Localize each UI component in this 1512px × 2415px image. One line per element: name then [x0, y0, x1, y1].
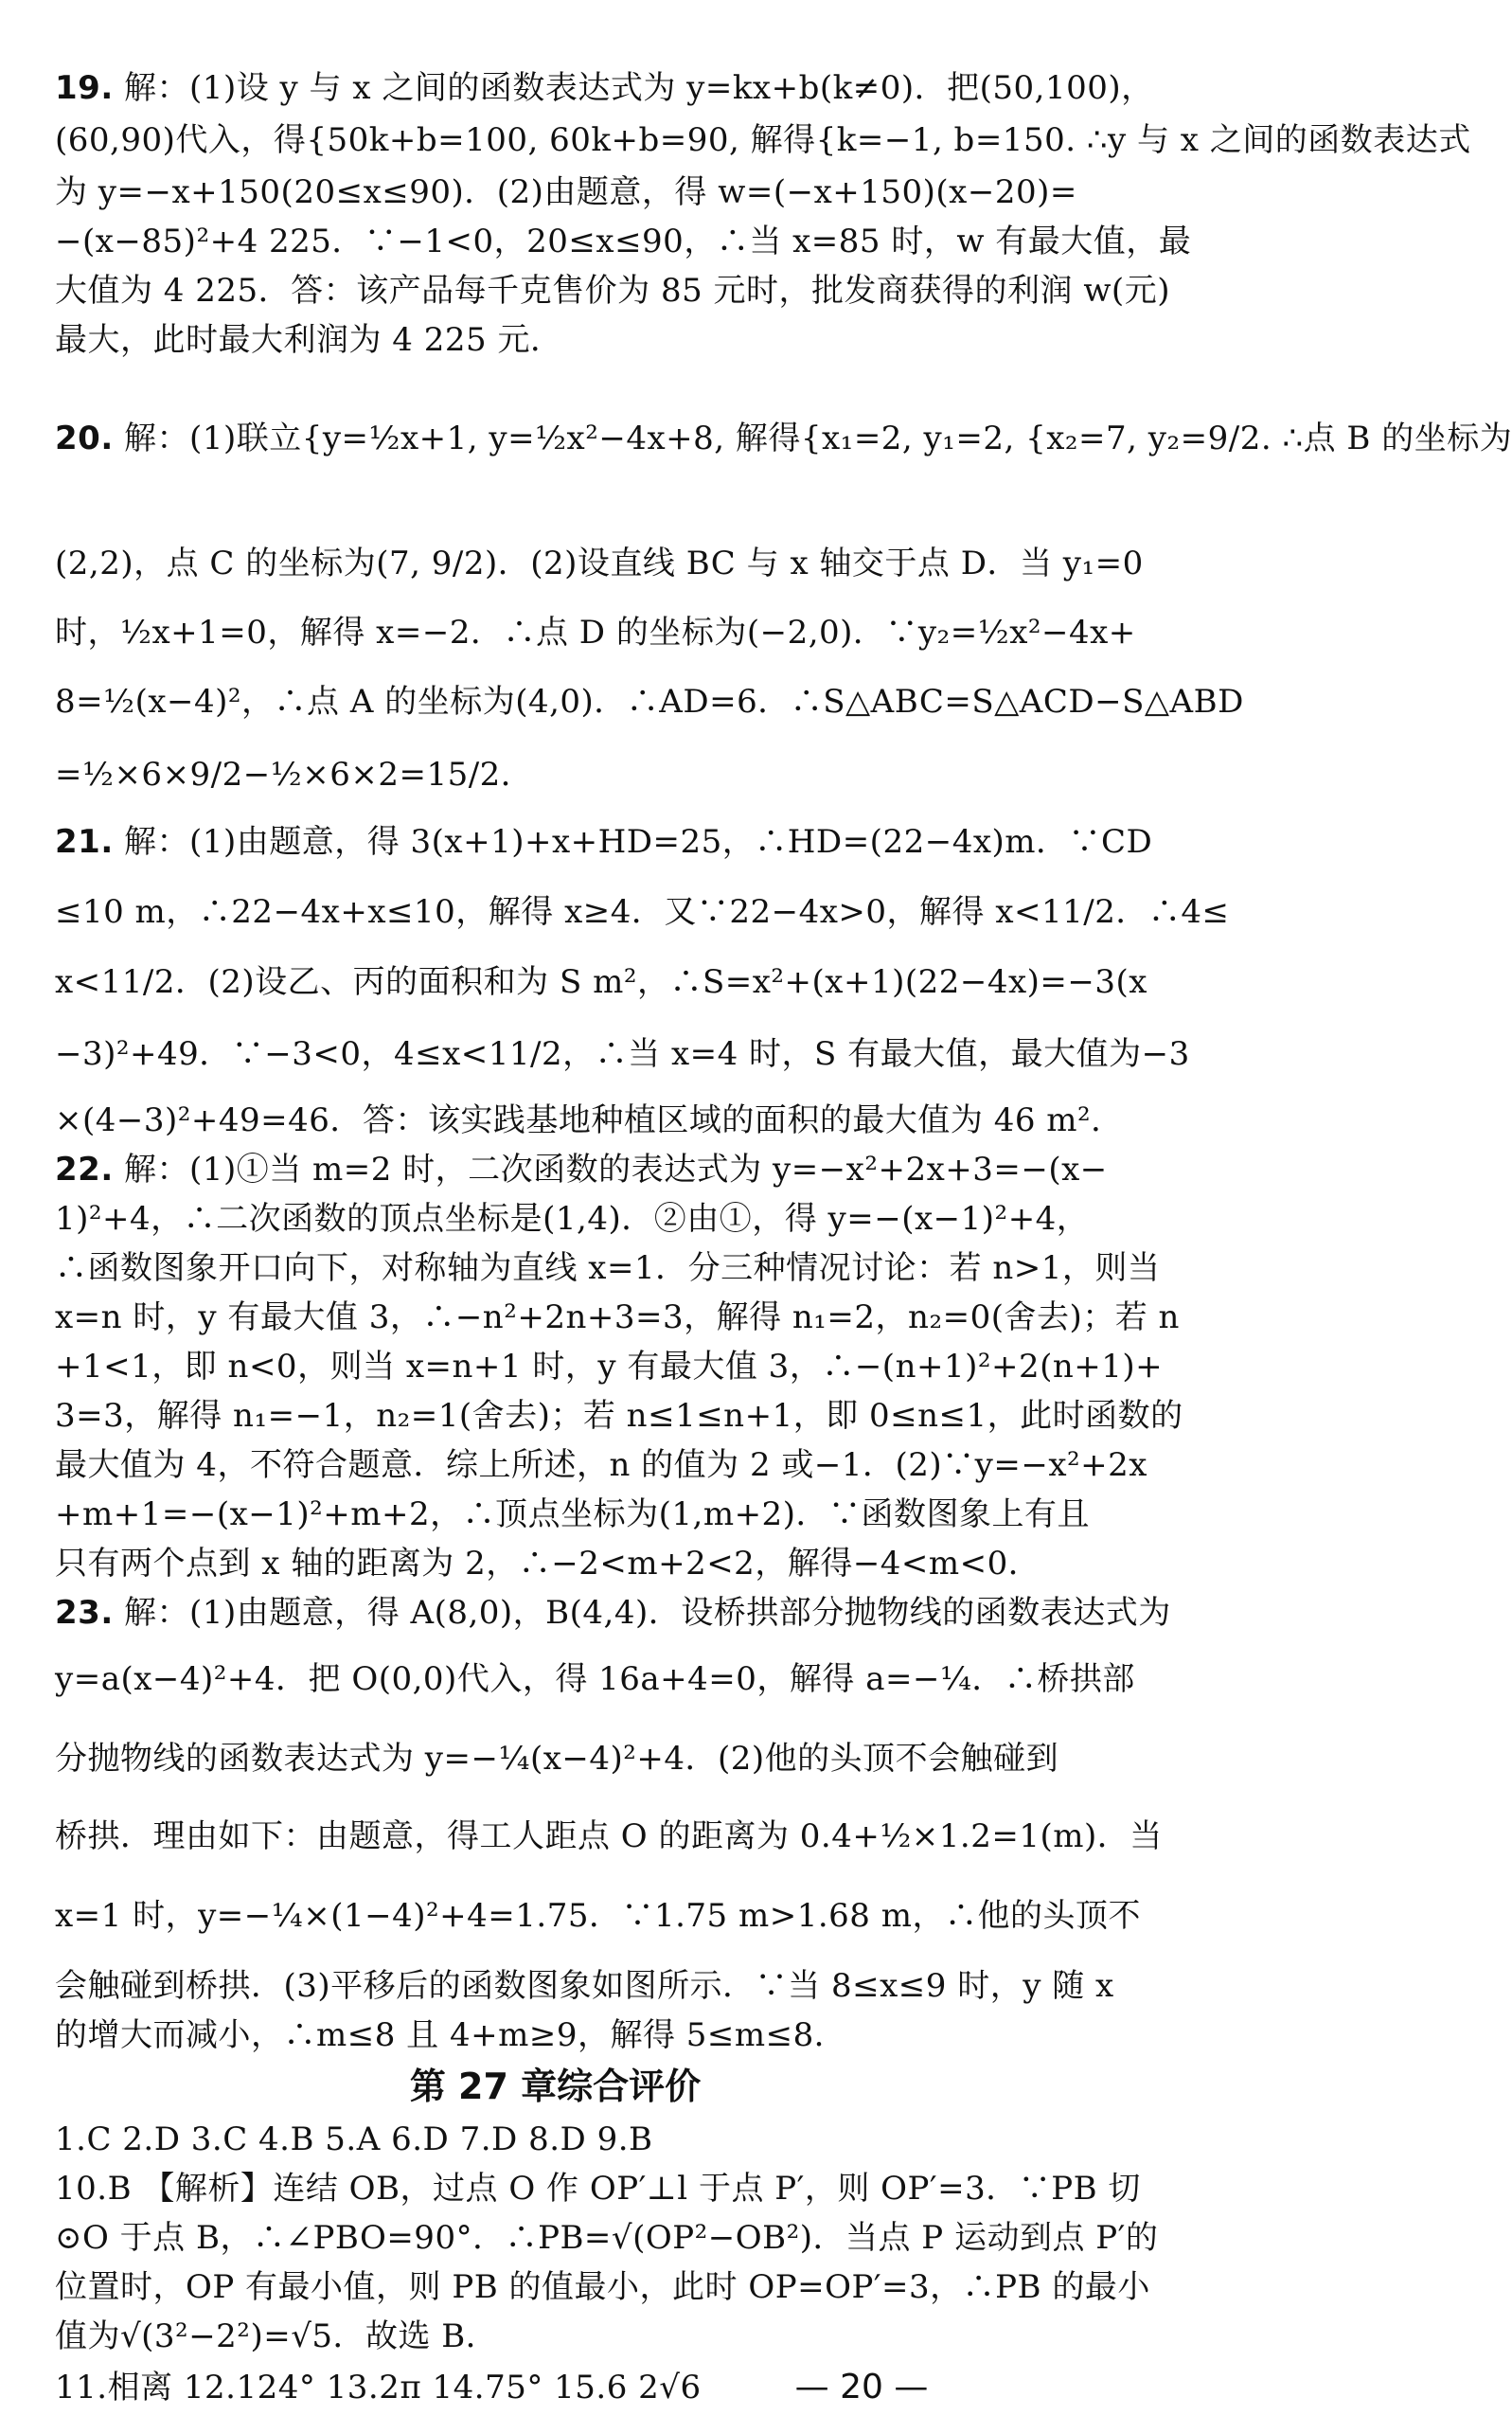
text-line: [55, 890, 1230, 934]
line-text: 为 y=−x+150(20≤x≤90)．(2)由题意，得 w=(−x+150)(x−20)=: [55, 173, 1077, 211]
line-text: 解：(1)设 y 与 x 之间的函数表达式为 y=kx+b(k≠0)．把(50,100)，: [113, 69, 1154, 107]
text-line: [55, 1394, 1183, 1438]
text-line: [55, 1493, 1090, 1536]
line-text: 的增大而减小，∴m≤8 且 4+m≥9，解得 5≤m≤8．: [55, 2016, 847, 2054]
line-text: 1.C 2.D 3.C 4.B 5.A 6.D 7.D 8.D 9.B: [55, 2120, 653, 2158]
line-text: (60,90)代入，得{50k+b=100, 60k+b=90, 解得{k=−1, b=150. ∴y 与 x 之间的函数表达式: [55, 121, 1471, 159]
line-text: 大值为 4 225．答：该产品每千克售价为 85 元时，批发商获得的利润 w(元): [55, 272, 1170, 310]
line-text: 最大，此时最大利润为 4 225 元．: [55, 321, 563, 359]
line-text: x=n 时，y 有最大值 3，∴−n²+2n+3=3，解得 n₁=2，n₂=0(舍去)；若 n: [55, 1298, 1180, 1336]
text-line: [55, 318, 1058, 362]
text-line: [55, 1894, 1141, 1938]
line-text: 10.B 【解析】连结 OB，过点 O 作 OP′⊥l 于点 P′，则 OP′=3．∵PB 切: [55, 2170, 1141, 2208]
text-line: [55, 1197, 1090, 1241]
text-line: [55, 2265, 1150, 2309]
text-line: [55, 542, 1144, 585]
text-line: [55, 2216, 1159, 2260]
text-line: [55, 753, 1058, 796]
line-text: 最大值为 4，不符合题意．综上所述，n 的值为 2 或−1．(2)∵y=−x²+2x: [55, 1446, 1147, 1484]
line-text: ⊙O 于点 B，∴∠PBO=90°．∴PB=√(OP²−OB²)．当点 P 运动到点 P′的: [55, 2219, 1159, 2257]
line-text: ×(4−3)²+49=46．答：该实践基地种植区域的面积的最大值为 46 m²．: [55, 1101, 1124, 1139]
text-line: [55, 960, 1147, 1004]
line-text: 解：(1)由题意，得 3(x+1)+x+HD=25，∴HD=(22−4x)m．∵CD: [113, 823, 1153, 861]
line-text: 8=½(x−4)²，∴点 A 的坐标为(4,0)．∴AD=6．∴S△ABC=S△ACD−S△ABD: [55, 683, 1244, 721]
question-number: 21.: [55, 823, 114, 861]
text-line: [55, 1032, 1190, 1076]
line-text: ≤10 m，∴22−4x+x≤10，解得 x≥4．又∵22−4x>0，解得 x<11/2．∴4≤: [55, 893, 1230, 931]
text-line: [55, 118, 1471, 162]
text-line: [55, 1657, 1135, 1701]
text-line: [55, 2366, 1058, 2409]
line-text: 11.相离 12.124° 13.2π 14.75° 15.6 2√6: [55, 2369, 702, 2406]
line-text: 桥拱．理由如下：由题意，得工人距点 O 的距离为 0.4+½×1.2=1(m)．当: [55, 1817, 1163, 1855]
line-text: −3)²+49．∵−3<0，4≤x<11/2，∴当 x=4 时，S 有最大值，最大值为−3: [55, 1035, 1190, 1073]
line-text: x<11/2．(2)设乙、丙的面积和为 S m²，∴S=x²+(x+1)(22−4x)=−3(x: [55, 963, 1147, 1001]
question-number: 20.: [55, 420, 114, 457]
text-line: [55, 269, 1170, 313]
text-line: [55, 66, 1154, 110]
text-line: [55, 1542, 1058, 1585]
line-text: 只有两个点到 x 轴的距离为 2，∴−2<m+2<2，解得−4<m<0．: [55, 1545, 1041, 1583]
text-line: [55, 1246, 1161, 1290]
text-line: [55, 2167, 1141, 2210]
text-line: [55, 1737, 1058, 1780]
line-text: =½×6×9/2−½×6×2=15/2．: [55, 756, 534, 794]
line-text: 3=3，解得 n₁=−1，n₂=1(舍去)；若 n≤1≤n+1，即 0≤n≤1，此时函数的: [55, 1397, 1183, 1435]
line-text: 解：(1)联立{y=½x+1, y=½x²−4x+8, 解得{x₁=2, y₁=2, {x₂=7, y₂=9/2. ∴点 B 的坐标为: [113, 420, 1512, 457]
line-text: +1<1，即 n<0，则当 x=n+1 时，y 有最大值 3，∴−(n+1)²+2(n+1)+: [55, 1348, 1164, 1386]
text-line: [55, 170, 1077, 214]
text-line: [55, 2118, 1058, 2161]
text-line: [55, 1345, 1164, 1388]
line-text: 1)²+4，∴二次函数的顶点坐标是(1,4)．②由①，得 y=−(x−1)²+4，: [55, 1200, 1090, 1238]
text-line: [55, 1443, 1147, 1487]
question-number: 23.: [55, 1594, 114, 1632]
line-text: 值为√(3²−2²)=√5．故选 B．: [55, 2317, 499, 2355]
section-title: 第 27 章综合评价: [409, 2066, 702, 2107]
line-text: +m+1=−(x−1)²+m+2，∴顶点坐标为(1,m+2)．∵函数图象上有且: [55, 1495, 1090, 1533]
page-number: — 20 —: [794, 2368, 929, 2406]
line-text: 会触碰到桥拱．(3)平移后的函数图象如图所示．∵当 8≤x≤9 时，y 随 x: [55, 1967, 1114, 2005]
line-text: 解：(1)由题意，得 A(8,0)，B(4,4)．设桥拱部分抛物线的函数表达式为: [113, 1594, 1171, 1632]
line-text: 分抛物线的函数表达式为 y=−¼(x−4)²+4．(2)他的头顶不会触碰到: [55, 1740, 1059, 1778]
text-line: [55, 1148, 1108, 1191]
text-line: [55, 417, 1512, 460]
line-text: y=a(x−4)²+4．把 O(0,0)代入，得 16a+4=0，解得 a=−¼．∴桥拱部: [55, 1660, 1135, 1698]
text-line: [55, 611, 1136, 654]
line-text: ∴函数图象开口向下，对称轴为直线 x=1．分三种情况讨论：若 n>1，则当: [55, 1249, 1161, 1287]
line-text: (2,2)，点 C 的坐标为(7, 9/2)．(2)设直线 BC 与 x 轴交于点 D．当 y₁=0: [55, 545, 1144, 582]
text-line: [55, 820, 1153, 864]
text-line: [55, 1099, 1124, 1142]
text-line: [55, 680, 1244, 724]
line-text: 解：(1)①当 m=2 时，二次函数的表达式为 y=−x²+2x+3=−(x−: [113, 1151, 1108, 1189]
text-line: [55, 1296, 1180, 1339]
line-text: 时，½x+1=0，解得 x=−2．∴点 D 的坐标为(−2,0)．∵y₂=½x²−4x+: [55, 614, 1136, 652]
question-number: 22.: [55, 1151, 114, 1189]
text-line: [55, 1591, 1171, 1635]
text-line: [55, 2315, 1058, 2358]
text-line: [55, 2013, 1058, 2057]
text-line: [55, 1815, 1163, 1858]
line-text: x=1 时，y=−¼×(1−4)²+4=1.75．∵1.75 m>1.68 m，∴他的头顶不: [55, 1897, 1141, 1935]
text-line: [55, 220, 1192, 263]
text-line: [55, 1964, 1114, 2008]
line-text: 位置时，OP 有最小值，则 PB 的值最小，此时 OP=OP′=3，∴PB 的最小: [55, 2268, 1150, 2306]
line-text: −(x−85)²+4 225．∵−1<0，20≤x≤90，∴当 x=85 时，w 有最大值，最: [55, 223, 1192, 260]
question-number: 19.: [55, 69, 114, 107]
